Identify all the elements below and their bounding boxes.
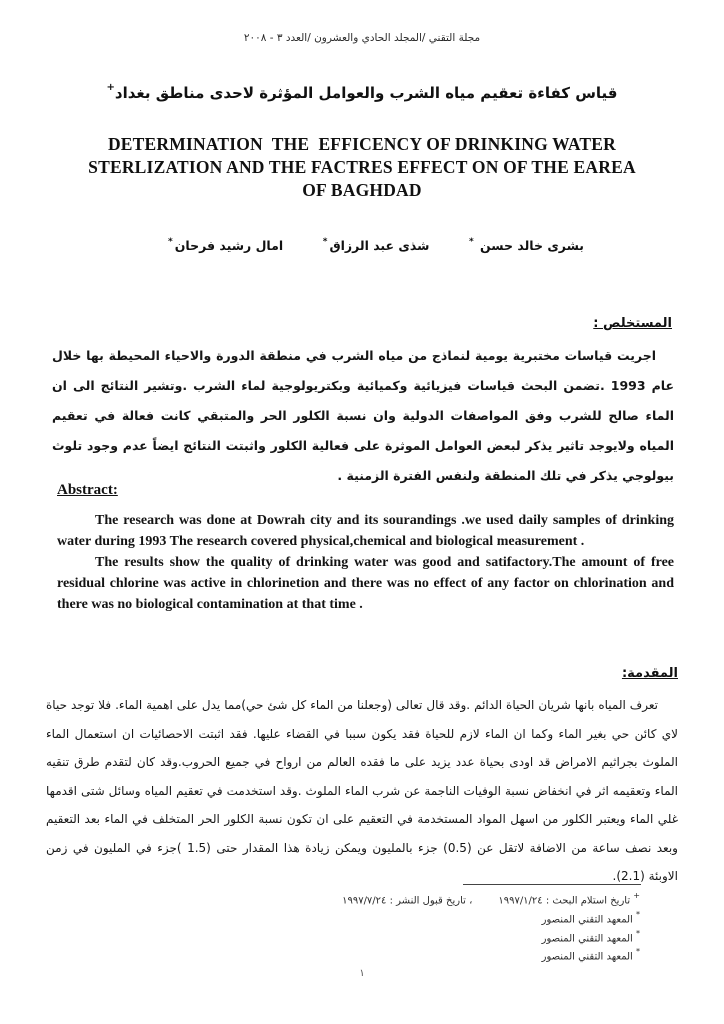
arabic-title xyxy=(30,84,694,102)
footnote-affiliation-2-text: المعهد التقني المنصور xyxy=(541,932,633,944)
footnote-affiliation-1-marker: * xyxy=(636,909,640,919)
english-abstract-heading: Abstract: xyxy=(57,482,118,498)
author-2-name: شذى عبد الرزاق xyxy=(329,238,430,254)
footnote-dates-marker: + xyxy=(633,891,640,900)
author-1-name: بشرى خالد حسن xyxy=(480,238,584,254)
page-number: ١ xyxy=(359,968,365,979)
english-title-line-2: STERLIZATION AND THE FACTRES EFFECT ON OF THE EAREA xyxy=(88,157,636,177)
author-2-affiliation-marker: * xyxy=(322,237,328,247)
arabic-title-text: قياس كفاءة تعقيم مياه الشرب والعوامل المؤثرة لاحدى مناطق بغداد xyxy=(114,84,618,102)
author-2 xyxy=(323,238,430,253)
arabic-abstract-paragraph: اجريت قياسات مختبرية يومية لنماذج من مياه الشرب في منطقة الدورة والاحياء المحيطة بها خلال عام 1993 .تضمن البحث قياسات فيزيائية وكميائية وبكتريولوجية لماء الشرب .وتشير النتائج الى ان الماء صالح للشرب وفق المواصفات الدولية وان نسبة الكلور الحر والمتبقي كانت فعالة في تعقيم المياه ولايوجد تاثير يذكر لبعض العوامل الموثرة على فعالية الكلور واثبتت النتائج ايضاً عدم وجود تلوث بيولوجي يذكر في تلك المنطقة ولنفس الفترة الزمنية . xyxy=(52,348,675,483)
journal-header-line: مجلة التقني /المجلد الحادي والعشرون /العدد ٣ - ٢٠٠٨ xyxy=(243,32,481,44)
author-1-affiliation-marker: * xyxy=(468,237,474,247)
english-abstract-paragraph-1: The research was done at Dowrah city and its sourandings .we used daily samples of drinking water during 1993 The research covered physical,chemical and biological measurement . xyxy=(57,513,674,549)
english-title xyxy=(40,133,684,202)
title-footnote-marker: + xyxy=(106,82,115,93)
english-title-line-3: OF BAGHDAD xyxy=(302,180,422,200)
author-1 xyxy=(469,238,584,253)
footnote-dates xyxy=(200,890,640,909)
footnote-affiliation-1-text: المعهد التقني المنصور xyxy=(541,914,633,926)
footnote-affiliation-3-text: المعهد التقني المنصور xyxy=(541,951,633,963)
footnote-affiliation-2-marker: * xyxy=(636,928,640,938)
introduction-heading: المقدمة: xyxy=(621,666,678,681)
english-abstract xyxy=(57,510,674,615)
author-3-affiliation-marker: * xyxy=(168,237,173,247)
authors-row xyxy=(168,238,584,253)
introduction-paragraph: تعرف المياه بانها شريان الحياة الدائم .وقد قال تعالى (وجعلنا من الماء كل شئ حي)مما يدل على اهمية الماء. فلا توجد حياة لاي كائن حي بغير الماء وكما ان الماء لازم للحياة فقد يكون سببا في القضاء عليها. فقد اثبتت الاحصائيات ان استعمال الماء الملوث بجراثيم الامراض قد اودى بحياة عدد يزيد على ما فقده العالم من ارواح في جميع الحروب.وقد كان لتقدم طرق تنقيه الماء وتعقيمه اثر في انخفاض نسبة الوفيات الناجمة عن شرب الماء الملوث .وقد استخدمت في تعقيم المياه وسائل شتى اقدمها غلي الماء ويعتبر الكلور من اسهل المواد المستخدمة في التعقيم على ان تكون نسبة الكلور الحر المتخلف في الماء بعد التعقيم وبعد نصف ساعة من الاضافة لاتقل عن (0.5) جزء بالمليون ويمكن زيادة هذا المقدار حتى (1.5 )جزء في المليون في زمن الاوبئة (2.1). xyxy=(46,698,678,883)
arabic-abstract-heading: المستخلص : xyxy=(593,316,672,331)
footnote-accepted-date: ، تاريخ قبول النشر : ١٩٩٧/٧/٢٤ xyxy=(342,895,473,907)
author-3-name: امال رشيد فرحان xyxy=(174,238,284,254)
footnote-affiliation-3-marker: * xyxy=(636,947,640,957)
english-abstract-paragraph-2: The results show the quality of drinking water was good and satifactory.The amount of free residual chlorine was active in chlorinetion and there was no effect of any factor on chlorination and there was no biological contamination at that time . xyxy=(57,555,674,612)
author-3 xyxy=(168,238,283,253)
footnote-received-date: تاريخ استلام البحث : ١٩٩٧/١/٢٤ xyxy=(498,895,631,907)
footnote-separator-rule xyxy=(463,884,641,885)
footnotes-block xyxy=(200,890,640,965)
footnote-affiliation-2 xyxy=(200,928,640,947)
footnote-affiliation-3 xyxy=(200,946,640,965)
english-title-line-1: DETERMINATION THE EFFICENCY OF DRINKING WATER xyxy=(107,134,617,154)
footnote-affiliation-1 xyxy=(200,909,640,928)
